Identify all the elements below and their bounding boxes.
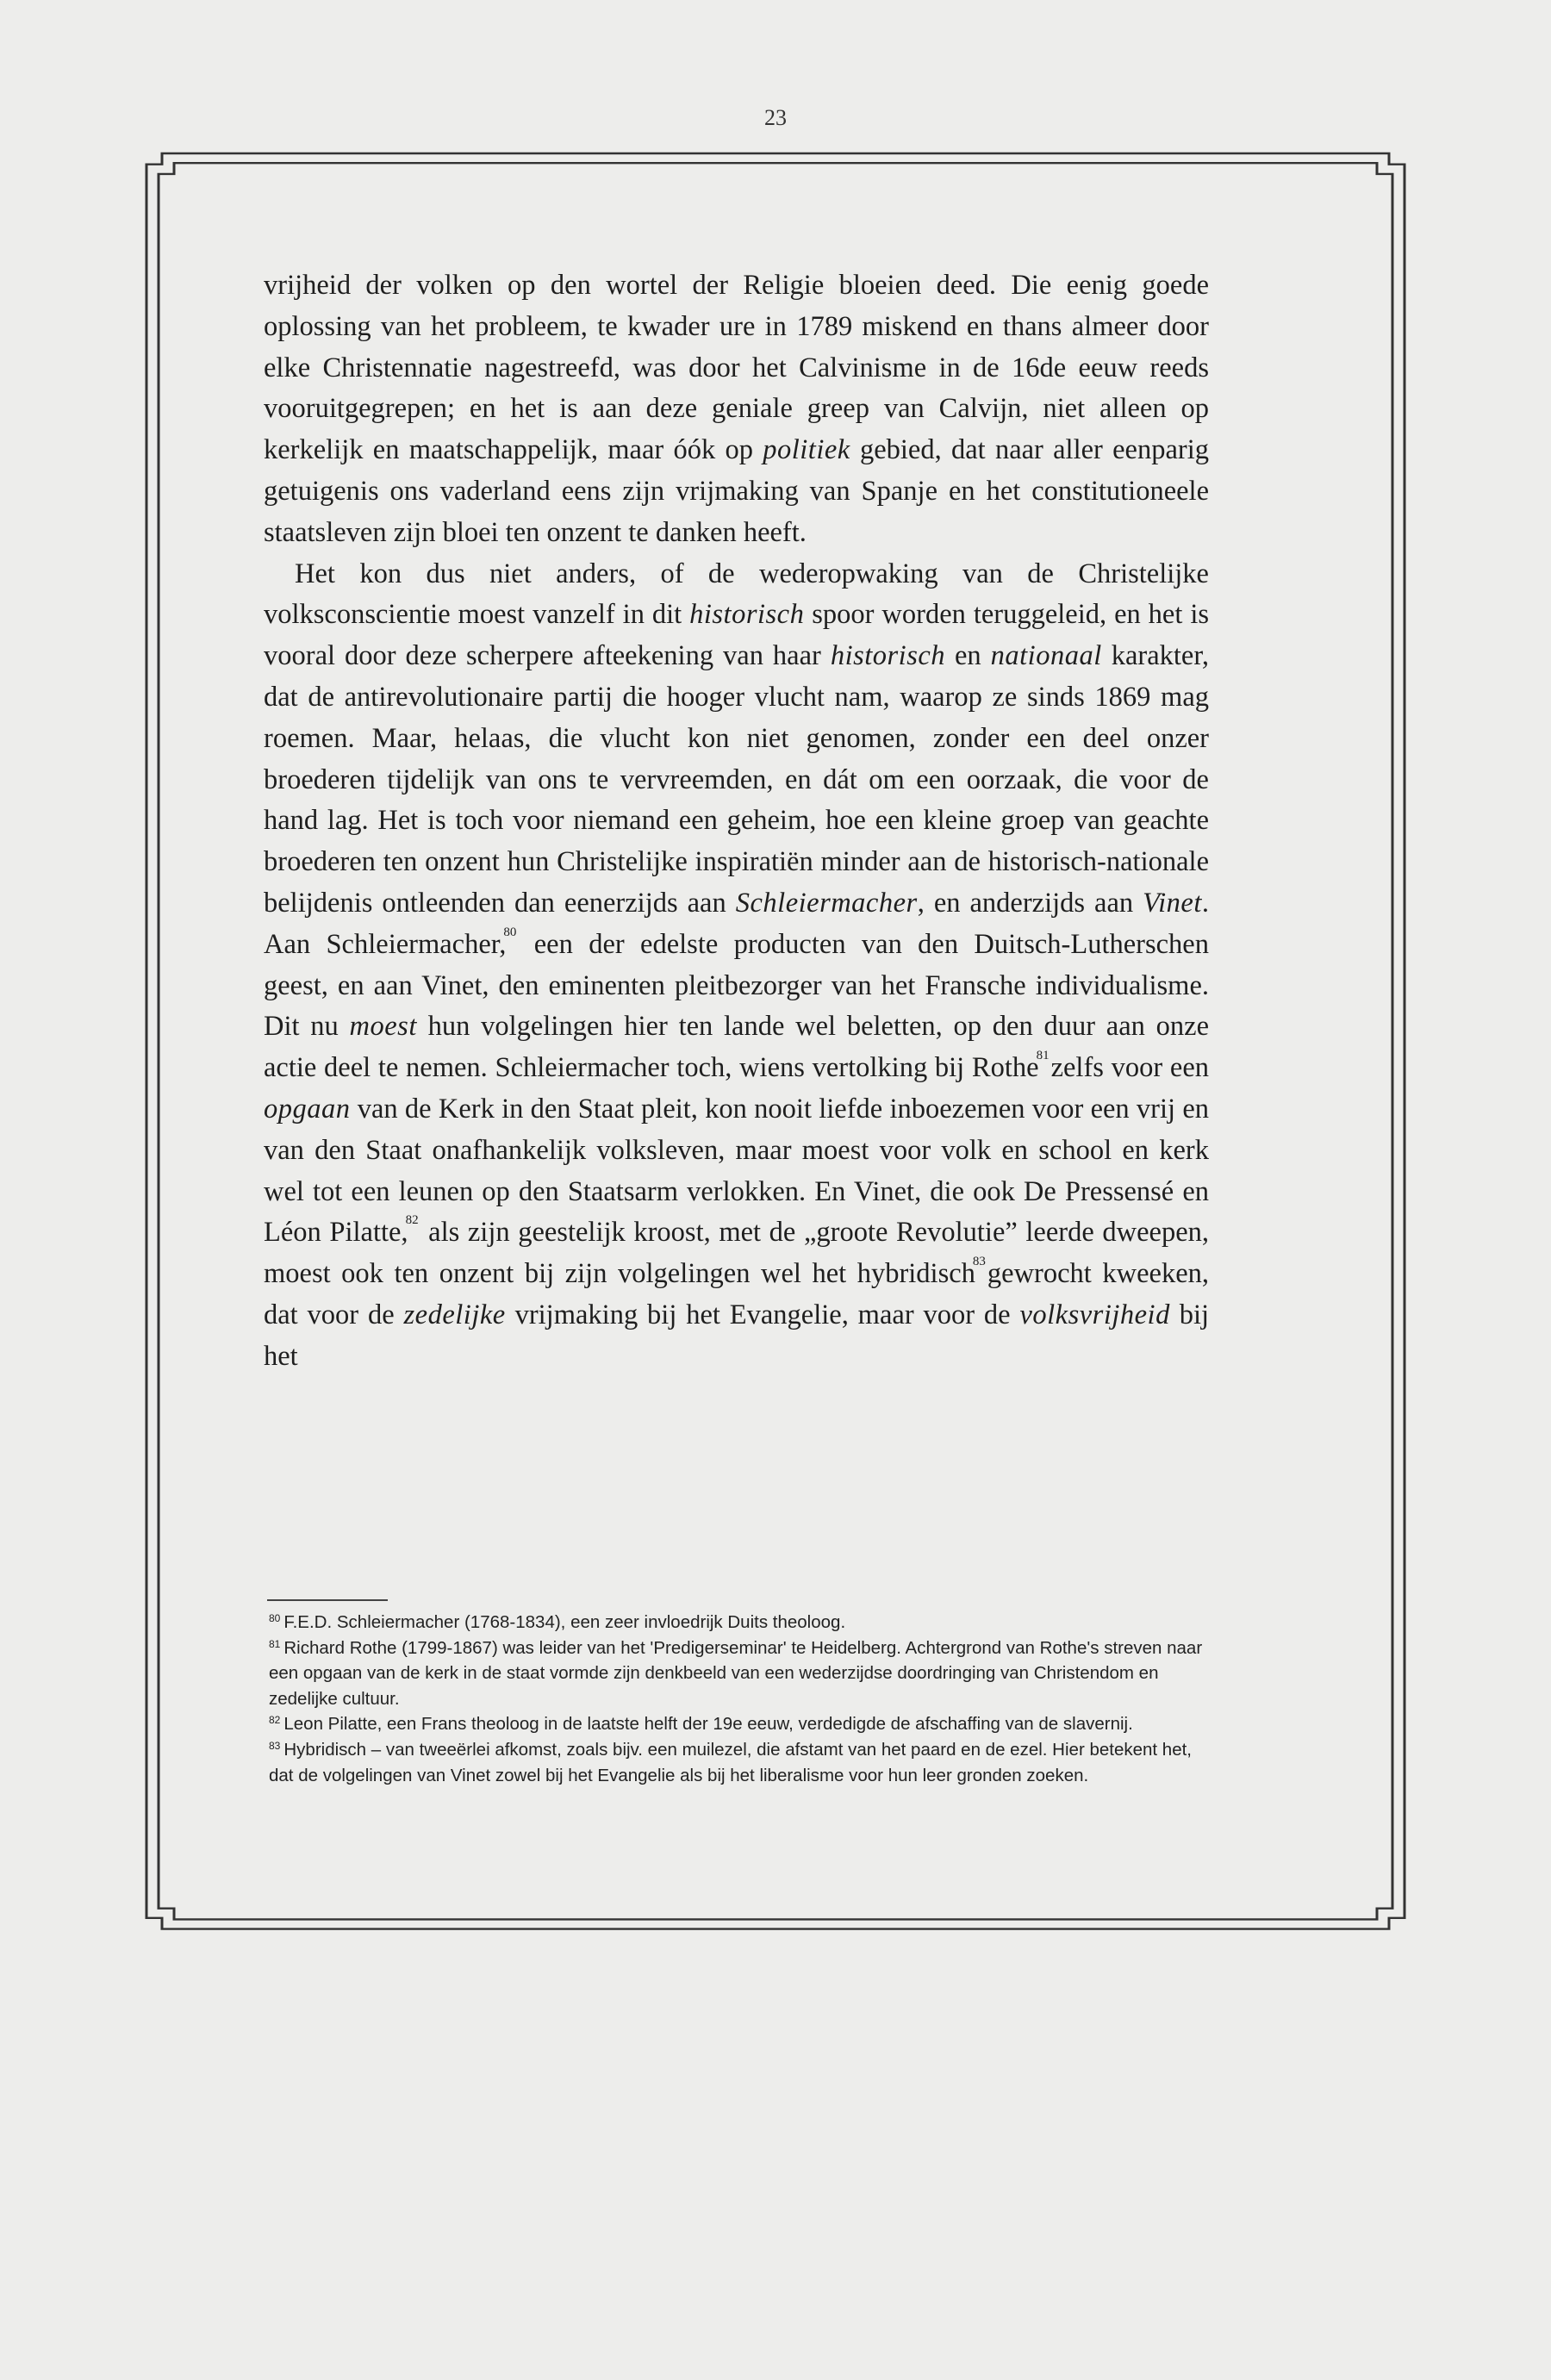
text-run: bij het [264, 1299, 1210, 1372]
footnote-text: Hybridisch – van tweeërlei afkomst, zoals bijv. een muilezel, die afstamt van het paard en de ezel. Hier betekent het, dat de volgelingen van Vinet zowel bij het Evangelie als bij het liberalisme voor hun leer gronden zoeken. [269, 1739, 1192, 1785]
footnote-text: Richard Rothe (1799-1867) was leider van het 'Predigerseminar' te Heidelberg. Achtergrond van Rothe's streven naar een opgaan van de kerk in de staat vormde zijn denkbeeld van een wederzijdse doordringing van Christendom en zedelijke cultuur. [269, 1637, 1203, 1709]
footnote-mark: 82 [269, 1714, 281, 1727]
footnote-reference: 80 [503, 925, 517, 939]
text-run: gewrocht kweeken, dat voor de [264, 1258, 1209, 1330]
footnote-mark: 80 [269, 1612, 281, 1624]
italic-run: nationaal [990, 640, 1102, 672]
italic-run: volksvrijheid [1019, 1299, 1170, 1330]
text-run: spoor worden teruggeleid, en het is vooral door deze scherpere afteekening van haar [264, 599, 1209, 672]
footnote-text: F.E.D. Schleiermacher (1768-1834), een zeer invloedrijk Duits theoloog. [283, 1612, 846, 1632]
text-run: Het kon dus niet anders, of de wederopwaking van de Christelijke volksconscientie moest vanzelf in dit [264, 558, 1209, 631]
text-run: . Aan Schleiermacher, [264, 887, 1209, 960]
footnote-reference: 82 [405, 1213, 419, 1228]
text-run: vrijheid der volken op den wortel der Religie bloeien deed. Die eenig goede oplossing van het probleem, te kwader ure in 1789 miskend en thans almeer door elke Christennatie nagestreefd, was door het Calvinisme in de 16de eeuw reeds vooruitgegrepen; en het is aan deze geniale greep van Calvijn, niet alleen op kerkelijk en maatschappelijk, maar óók op [264, 270, 1209, 466]
italic-run: politiek [763, 434, 850, 466]
footnote-reference: 81 [1036, 1049, 1050, 1063]
text-run: zelfs voor een [1050, 1052, 1209, 1084]
footnote-separator [267, 1599, 388, 1601]
text-run: hun volgelingen hier ten lande wel beletten, op den duur aan onze actie deel te nemen. Schleiermacher toch, wiens vertolking bij Rothe [264, 1011, 1209, 1084]
footnote [269, 1711, 1208, 1737]
footnote-text: Leon Pilatte, een Frans theoloog in de laatste helft der 19e eeuw, verdedigde de afschaffing van de slavernij. [283, 1714, 1133, 1735]
text-run: , en anderzijds aan [917, 887, 1143, 919]
footnote-mark: 83 [269, 1739, 281, 1752]
footnote-reference: 83 [972, 1255, 986, 1269]
text-run: gebied, dat naar aller eenparig getuigenis ons vaderland eens zijn vrijmaking van Spanje en het constitutioneele staatsleven zijn bloei ten onzent te danken heeft. [264, 434, 1210, 548]
italic-run: zedelijke [403, 1299, 506, 1330]
text-run: karakter, dat de antirevolutionaire partij die hooger vlucht nam, waarop ze sinds 1869 mag roemen. Maar, helaas, die vlucht kon niet genomen, zonder een deel onzer broederen tijdelijk van ons te vervreemden, en dát om een oorzaak, die voor de hand lag. Het is toch voor niemand een geheim, hoe een kleine groep van geachte broederen ten onzent hun Christelijke inspiratiën minder aan de historisch-nationale belijdenis ontleenden dan eenerzijds aan [264, 640, 1209, 919]
page-number: 23 [764, 105, 787, 130]
footnote [269, 1610, 1208, 1635]
footnotes [269, 1610, 1208, 1788]
footnote [269, 1635, 1208, 1712]
text-run: en [945, 640, 991, 672]
text-run: een der edelste producten van den Duitsch-Lutherschen geest, en aan Vinet, den eminenten pleitbezorger van het Fransche individualisme. Dit nu [264, 928, 1209, 1043]
paragraph [264, 265, 1209, 554]
footnote-mark: 81 [269, 1637, 281, 1650]
text-run: als zijn geestelijk kroost, met de „groote Revolutie” leerde dweepen, moest ook ten onzent bij zijn volgelingen wel het hybridisch [264, 1217, 1210, 1290]
italic-run: historisch [830, 640, 946, 672]
paragraph [264, 554, 1209, 1378]
footnote [269, 1737, 1208, 1788]
italic-run: Schleiermacher [735, 887, 918, 919]
body-text [264, 265, 1209, 1378]
text-run: van de Kerk in den Staat pleit, kon nooit liefde inboezemen voor een vrij en van den Staat onafhankelijk volksleven, maar moest voor volk en school en kerk wel tot een leunen op den Staatsarm verlokken. En Vinet, die ook De Pressensé en Léon Pilatte, [264, 1093, 1209, 1249]
italic-run: historisch [689, 599, 805, 631]
italic-run: Vinet [1143, 887, 1202, 919]
italic-run: opgaan [264, 1093, 351, 1125]
text-run: vrijmaking bij het Evangelie, maar voor de [505, 1299, 1020, 1330]
italic-run: moest [349, 1011, 417, 1043]
